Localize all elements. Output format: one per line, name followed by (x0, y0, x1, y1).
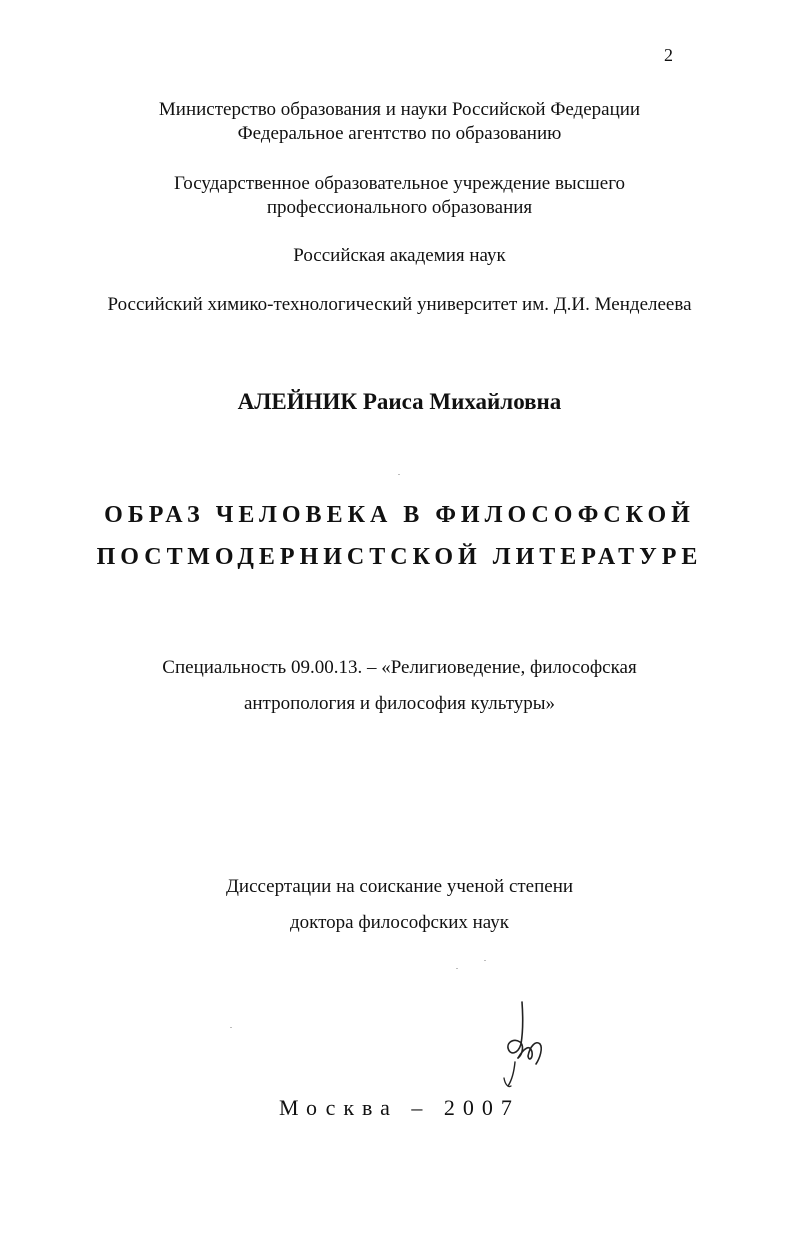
title-line-2: ПОСТМОДЕРНИСТСКОЙ ЛИТЕРАТУРЕ (96, 544, 703, 570)
institution-line-2: профессионального образования (266, 197, 533, 218)
title-line-1: ОБРАЗ ЧЕЛОВЕКА В ФИЛОСОФСКОЙ (104, 502, 695, 528)
ministry-line: Министерство образования и науки Российской Федерации (158, 99, 641, 120)
page-number: 2 (664, 45, 673, 65)
institution-line-1: Государственное образовательное учреждение высшего (173, 173, 626, 194)
scan-speck (484, 960, 486, 961)
author-name: АЛЕЙНИК Раиса Михайловна (237, 389, 562, 414)
scan-speck (456, 968, 458, 969)
scan-speck (398, 474, 400, 475)
city-year: Москва – 2007 (279, 1095, 520, 1120)
academy-line: Российская академия наук (293, 245, 506, 266)
university-line: Российский химико-технологический университет им. Д.И. Менделеева (107, 294, 692, 315)
specialty-line-2: антропология и философия культуры» (243, 693, 556, 714)
agency-line: Федеральное агентство по образованию (237, 123, 562, 144)
specialty-line-1: Специальность 09.00.13. – «Религиоведение, философская (162, 657, 637, 678)
signature-icon (496, 998, 556, 1090)
scan-speck (230, 1027, 232, 1028)
degree-line-2: доктора философских наук (289, 912, 509, 933)
degree-line-1: Диссертации на соискание ученой степени (225, 876, 574, 897)
